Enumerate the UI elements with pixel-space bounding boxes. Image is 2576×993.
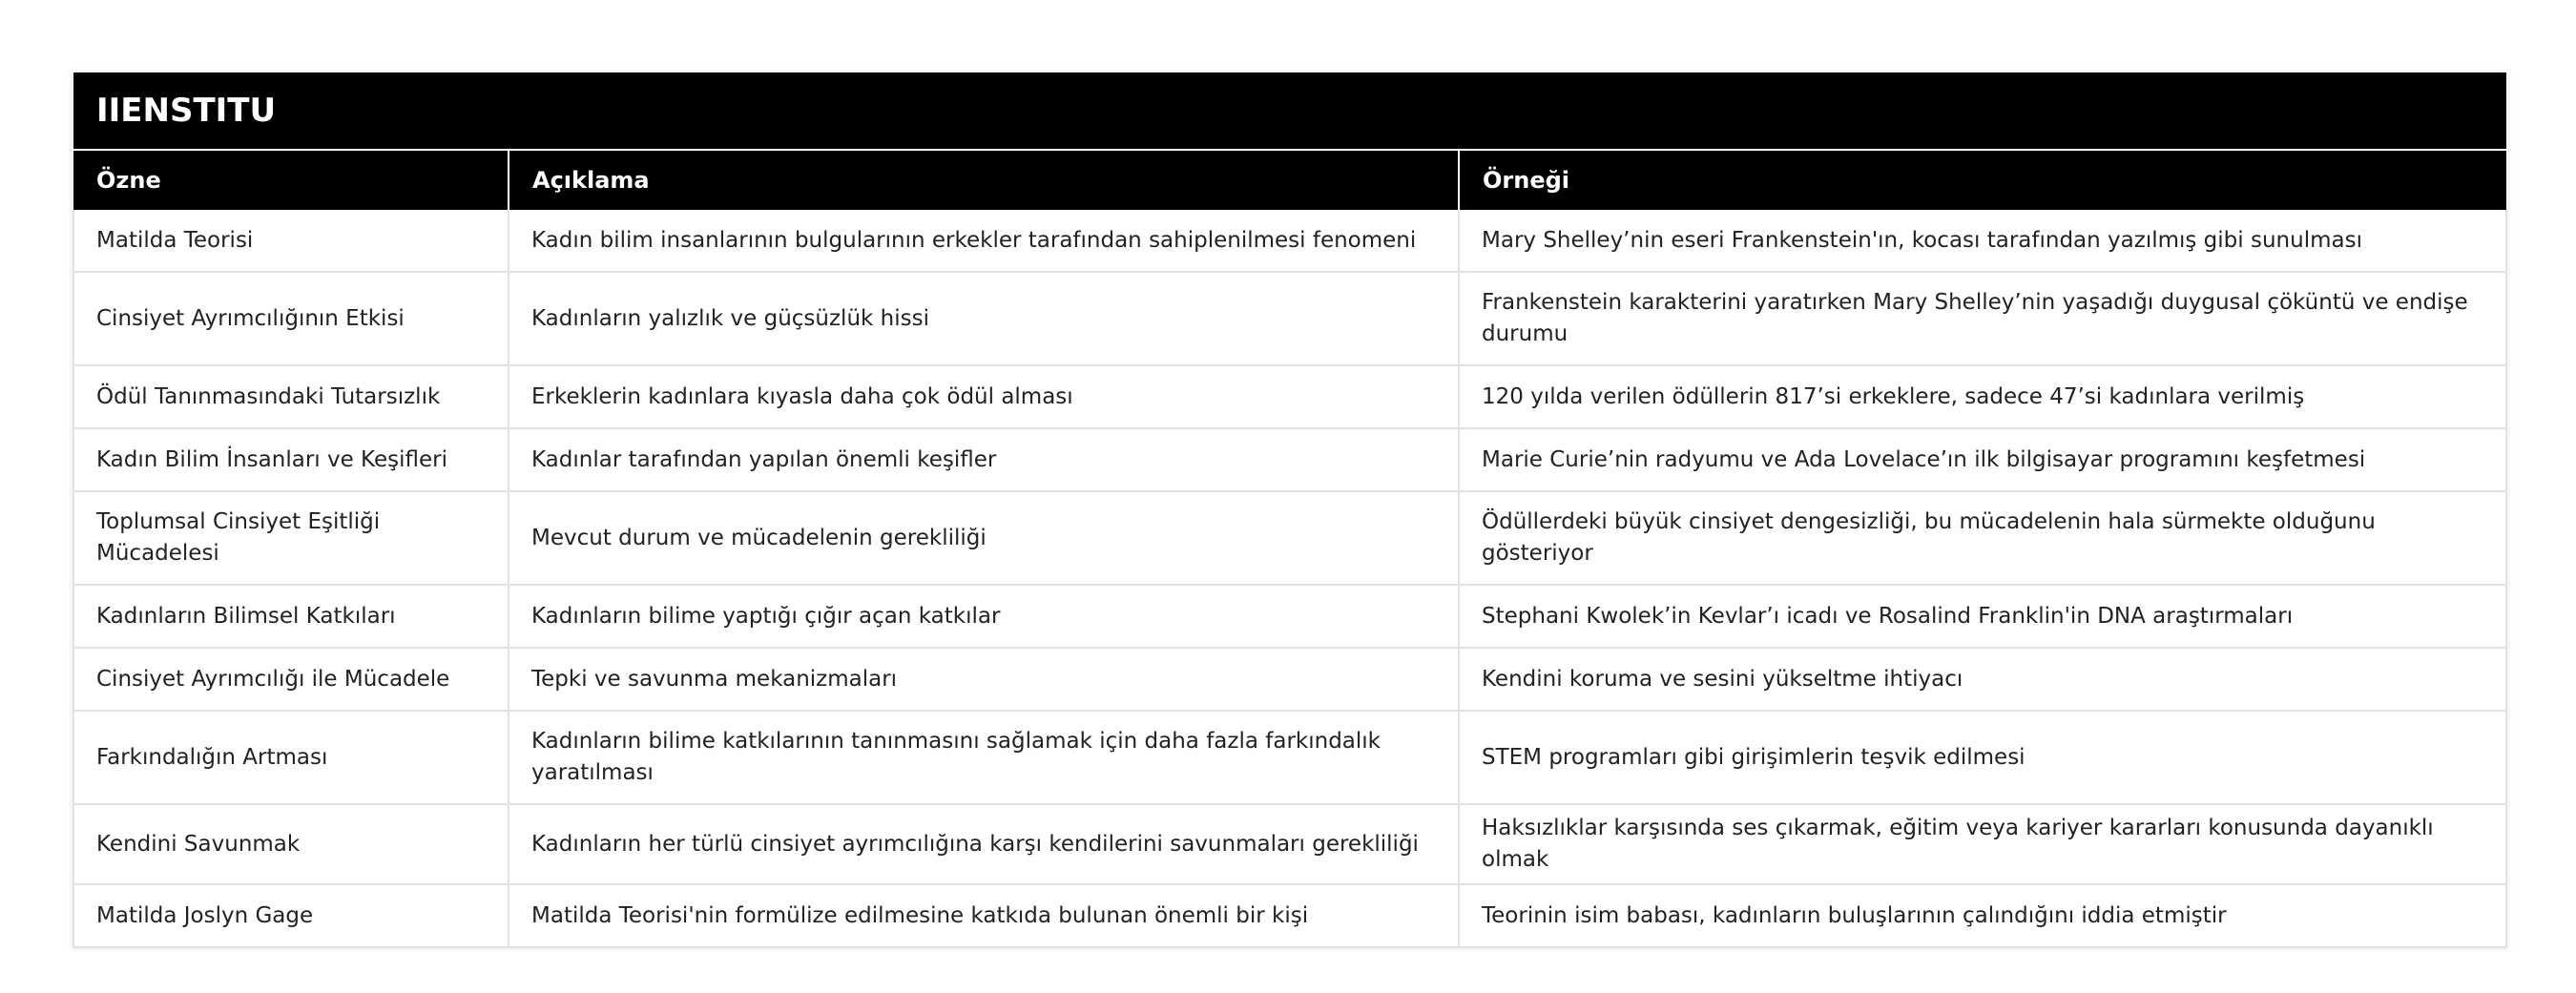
cell-subject: Kendini Savunmak (73, 804, 509, 884)
cell-description: Mevcut durum ve mücadelenin gerekliliği (509, 491, 1459, 585)
cell-subject: Cinsiyet Ayrımcılığının Etkisi (73, 272, 509, 365)
cell-description: Kadınlar tarafından yapılan önemli keşifler (509, 428, 1459, 491)
column-header-subject: Özne (73, 150, 509, 210)
column-header-description: Açıklama (509, 150, 1459, 210)
cell-example: STEM programları gibi girişimlerin teşvik edilmesi (1459, 711, 2506, 804)
cell-example: 120 yılda verilen ödüllerin 817’si erkeklere, sadece 47’si kadınlara verilmiş (1459, 365, 2506, 428)
cell-example: Kendini koruma ve sesini yükseltme ihtiyacı (1459, 648, 2506, 711)
cell-subject: Matilda Teorisi (73, 210, 509, 272)
header-row (73, 150, 2506, 210)
cell-description: Kadınların her türlü cinsiyet ayrımcılığına karşı kendilerini savunmaları gerekliliği (509, 804, 1459, 884)
table-row (73, 428, 2506, 491)
table-row (73, 648, 2506, 711)
table-row (73, 804, 2506, 884)
cell-subject: Kadınların Bilimsel Katkıları (73, 585, 509, 648)
cell-subject: Cinsiyet Ayrımcılığı ile Mücadele (73, 648, 509, 711)
table-row (73, 711, 2506, 804)
brand-title: IIENSTITU (73, 72, 2506, 150)
table-row (73, 365, 2506, 428)
cell-subject: Matilda Joslyn Gage (73, 884, 509, 947)
cell-description: Tepki ve savunma mekanizmaları (509, 648, 1459, 711)
cell-description: Kadın bilim insanlarının bulgularının erkekler tarafından sahiplenilmesi fenomeni (509, 210, 1459, 272)
table-row (73, 272, 2506, 365)
table-container (73, 72, 2505, 948)
table-row (73, 210, 2506, 272)
cell-description: Kadınların bilime katkılarının tanınmasını sağlamak için daha fazla farkındalık yaratılması (509, 711, 1459, 804)
cell-subject: Kadın Bilim İnsanları ve Keşifleri (73, 428, 509, 491)
cell-example: Mary Shelley’nin eseri Frankenstein'ın, kocası tarafından yazılmış gibi sunulması (1459, 210, 2506, 272)
cell-example: Frankenstein karakterini yaratırken Mary Shelley’nin yaşadığı duygusal çöküntü ve endişe durumu (1459, 272, 2506, 365)
cell-example: Stephani Kwolek’in Kevlar’ı icadı ve Rosalind Franklin'in DNA araştırmaları (1459, 585, 2506, 648)
cell-subject: Farkındalığın Artması (73, 711, 509, 804)
brand-row (73, 72, 2506, 150)
cell-example: Ödüllerdeki büyük cinsiyet dengesizliği, bu mücadelenin hala sürmekte olduğunu gösteriyor (1459, 491, 2506, 585)
cell-description: Kadınların yalızlık ve güçsüzlük hissi (509, 272, 1459, 365)
table-row (73, 884, 2506, 947)
column-header-example: Örneği (1459, 150, 2506, 210)
cell-subject: Toplumsal Cinsiyet Eşitliği Mücadelesi (73, 491, 509, 585)
data-table (73, 72, 2507, 948)
cell-example: Marie Curie’nin radyumu ve Ada Lovelace’ın ilk bilgisayar programını keşfetmesi (1459, 428, 2506, 491)
table-row (73, 585, 2506, 648)
cell-description: Kadınların bilime yaptığı çığır açan katkılar (509, 585, 1459, 648)
cell-description: Matilda Teorisi'nin formülize edilmesine katkıda bulunan önemli bir kişi (509, 884, 1459, 947)
cell-example: Teorinin isim babası, kadınların buluşlarının çalındığını iddia etmiştir (1459, 884, 2506, 947)
cell-description: Erkeklerin kadınlara kıyasla daha çok ödül alması (509, 365, 1459, 428)
table-row (73, 491, 2506, 585)
cell-subject: Ödül Tanınmasındaki Tutarsızlık (73, 365, 509, 428)
cell-example: Haksızlıklar karşısında ses çıkarmak, eğitim veya kariyer kararları konusunda dayanıklı olmak (1459, 804, 2506, 884)
